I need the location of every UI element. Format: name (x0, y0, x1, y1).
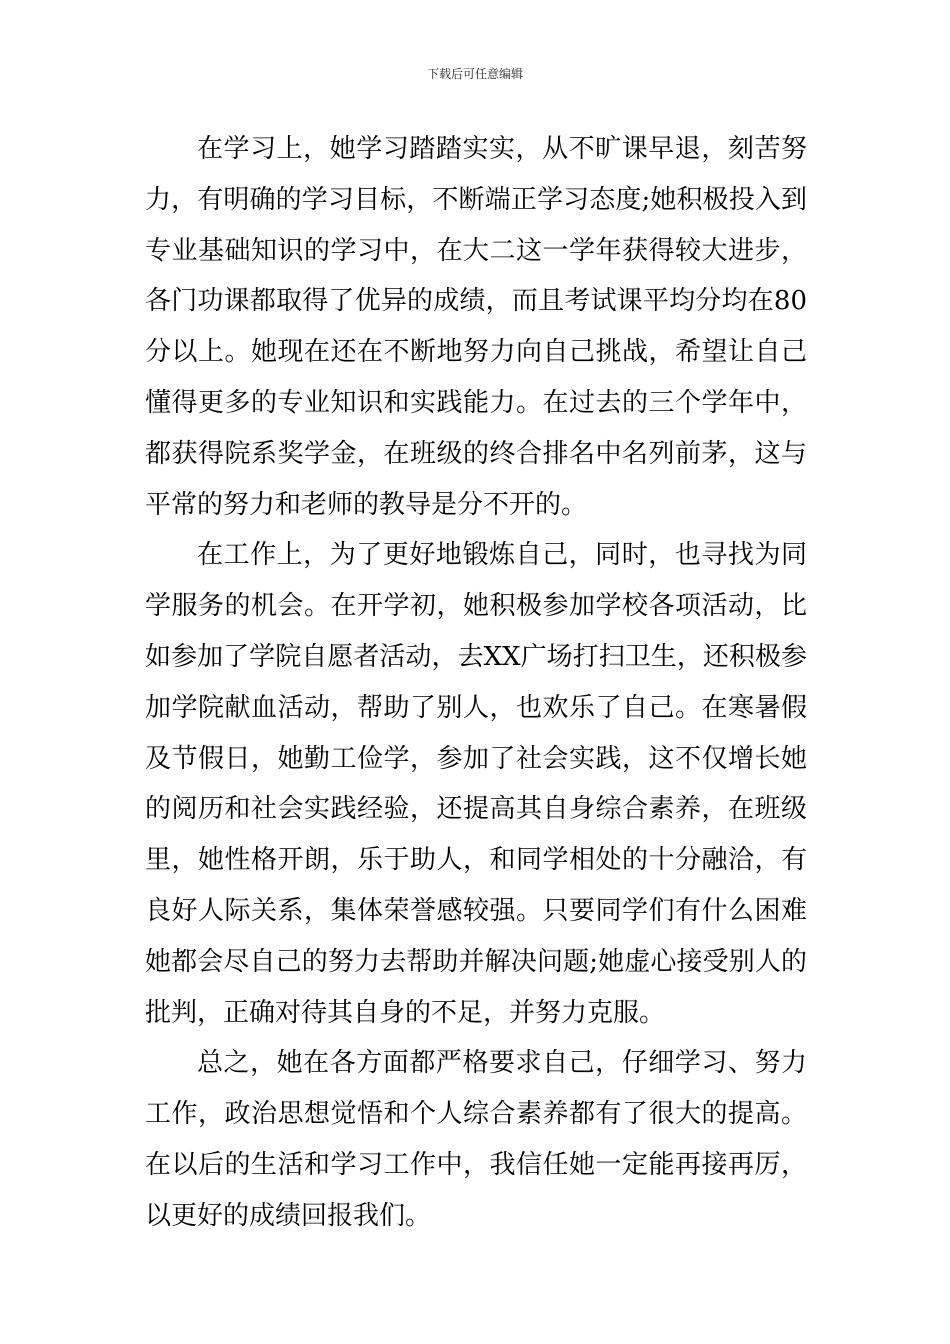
document-body (145, 124, 807, 1242)
paragraph-study: 在学习上，她学习踏踏实实，从不旷课早退，刻苦努力，有明确的学习目标，不断端正学习态度;她积极投入到专业基础知识的学习中，在大二这一学年获得较大进步，各门功课都取得了优异的成绩，而且考试课平均分均在80分以上。她现在还在不断地努力向自己挑战，希望让自己懂得更多的专业知识和实践能力。在过去的三个学年中，都获得院系奖学金，在班级的终合排名中名列前茅，这与平常的努力和老师的教导是分不开的。 (145, 134, 807, 520)
paragraph-work: 在工作上，为了更好地锻炼自己，同时，也寻找为同学服务的机会。在开学初，她积极参加学校各项活动，比如参加了学院自愿者活动，去XX广场打扫卫生，还积极参加学院献血活动，帮助了别人，也欢乐了自己。在寒暑假及节假日，她勤工俭学，参加了社会实践，这不仅增长她的阅历和社会实践经验，还提高其自身综合素养，在班级里，她性格开朗，乐于助人，和同学相处的十分融洽，有良好人际关系，集体荣誉感较强。只要同学们有什么困难她都会尽自己的努力去帮助并解决问题;她虚心接受别人的批判，正确对待其自身的不足，并努力克服。 (145, 540, 807, 1028)
paragraph-summary: 总之，她在各方面都严格要求自己，仔细学习、努力工作，政治思想觉悟和个人综合素养都有了很大的提高。在以后的生活和学习工作中，我信任她一定能再接再厉，以更好的成绩回报我们。 (145, 1048, 807, 1231)
page-header: 下载后可任意编辑 (426, 67, 523, 81)
